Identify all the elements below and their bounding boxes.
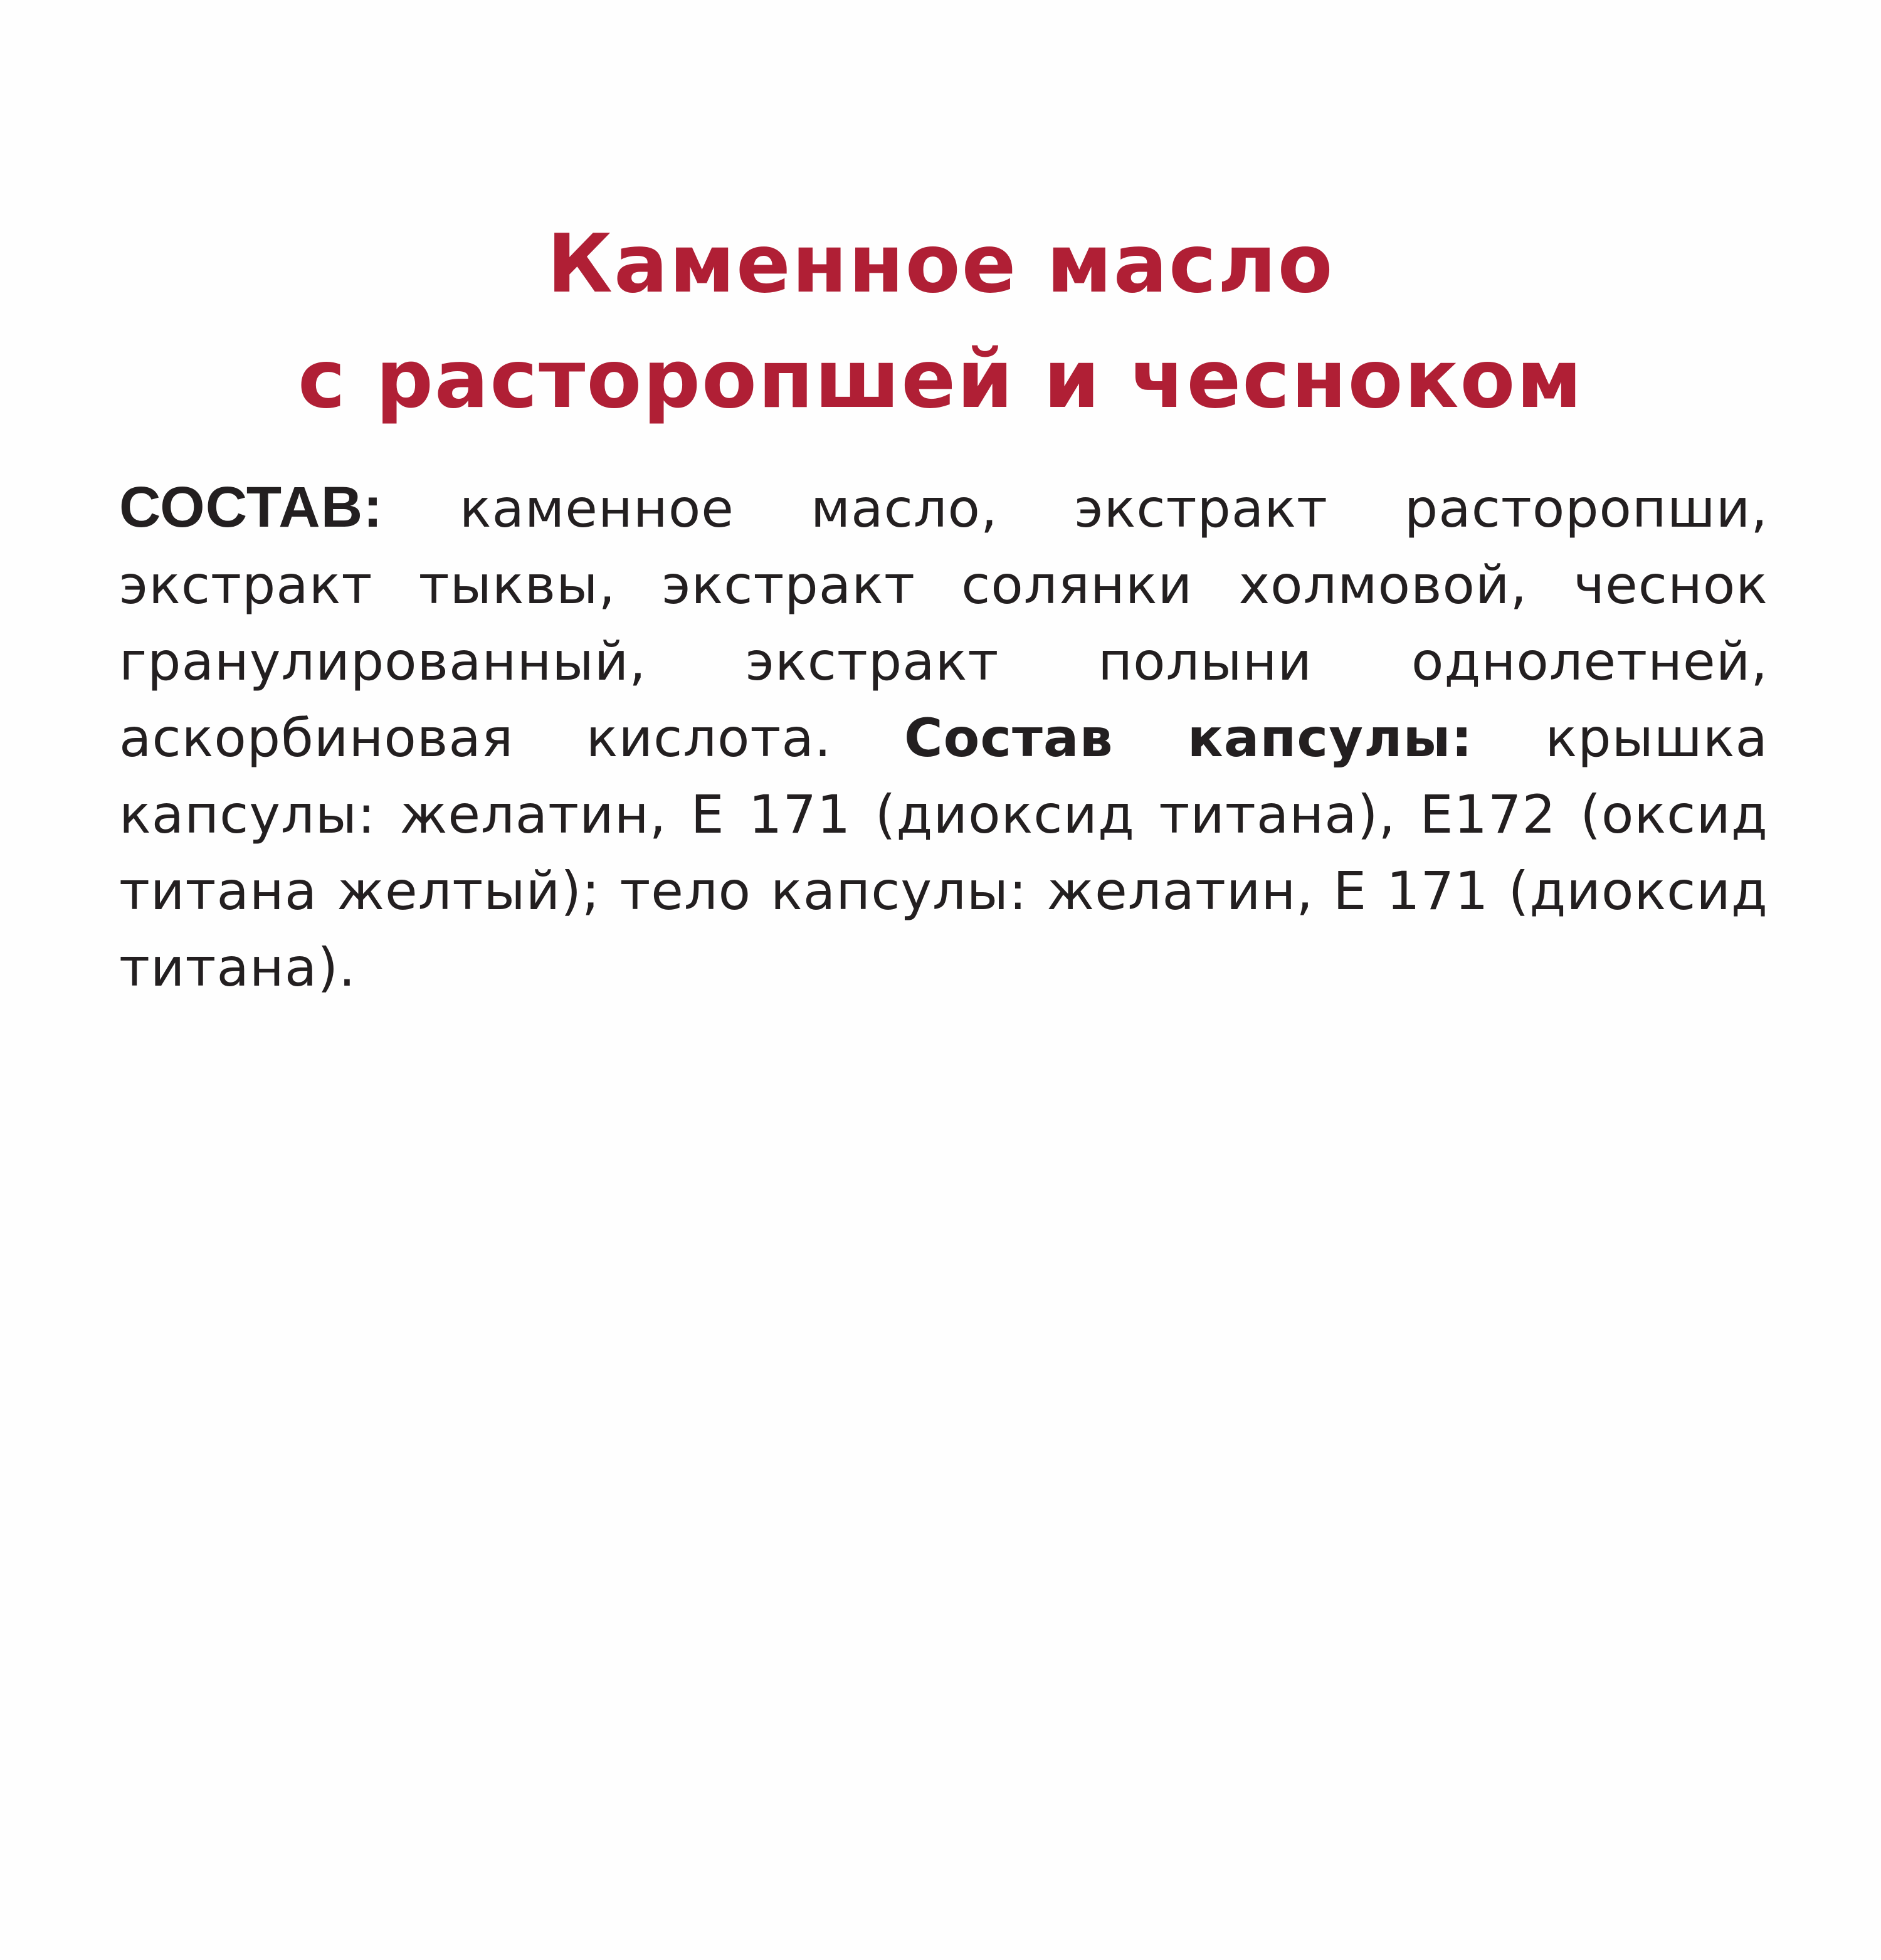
title-line-2: с расторопшей и чесноком xyxy=(297,333,1584,426)
composition-paragraph xyxy=(119,469,1768,1006)
capsule-composition-label: Состав капсулы: xyxy=(904,707,1473,769)
capsule-composition-text: крышка капсулы: желатин, Е 171 (диоксид титана), Е172 (оксид титана желтый); тело капсулы: желатин, Е 171 (диоксид титана). xyxy=(119,707,1768,998)
composition-text: каменное масло, экстракт расторопши, экстракт тыквы, экстракт солянки холмовой, чеснок гранулированный, экстракт полыни однолетней, аскорбиновая кислота. xyxy=(119,478,1768,769)
title-line-1: Каменное масло xyxy=(547,218,1334,311)
product-title xyxy=(0,207,1881,438)
composition-label: СОСТАВ: xyxy=(119,475,383,539)
